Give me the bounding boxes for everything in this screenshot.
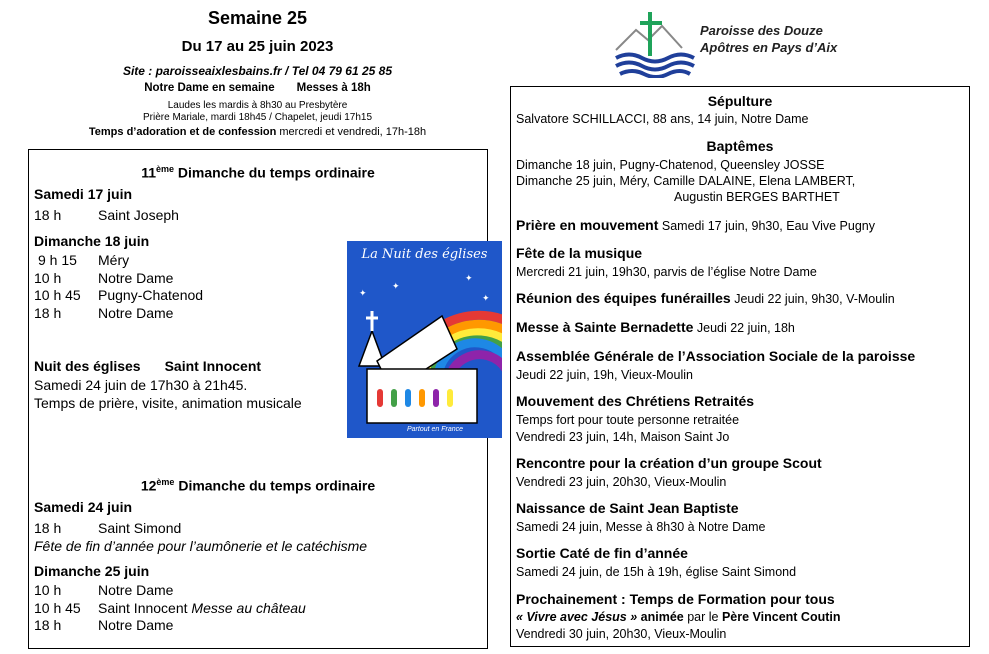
- nuit-eglises-heading: Nuit des églises Saint Innocent: [34, 358, 262, 374]
- musique-heading: Fête de la musique: [516, 245, 643, 261]
- prochainement-date: Vendredi 30 juin, 20h30, Vieux-Moulin: [516, 627, 727, 641]
- date-range: Du 17 au 25 juin 2023: [181, 38, 334, 55]
- schedule-row: 10 h 45 Pugny-Chatenod: [34, 287, 204, 303]
- mcr-text-1: Temps fort pour toute personne retraitée: [516, 413, 740, 427]
- scout-heading: Rencontre pour la création d’un groupe Scout: [516, 455, 822, 471]
- schedule-row: 18 h Notre Dame: [34, 304, 174, 321]
- weekday-mass-line: [60, 82, 455, 94]
- schedule-row: 18 h Saint Simond: [34, 520, 182, 536]
- bapteme-line: Dimanche 25 juin, Méry, Camille DALAINE, Elena LAMBERT,: [516, 174, 856, 188]
- sepulture-text: Salvatore SCHILLACCI, 88 ans, 14 juin, Notre Dame: [516, 112, 809, 126]
- ag-heading: Assemblée Générale de l’Association Sociale de la paroisse: [516, 348, 916, 364]
- mcr-text-2: Vendredi 23 juin, 14h, Maison Saint Jo: [516, 430, 730, 444]
- scout-text: Vendredi 23 juin, 20h30, Vieux-Moulin: [516, 475, 727, 489]
- mcr-heading: Mouvement des Chrétiens Retraités: [516, 393, 755, 409]
- nuit-des-eglises-poster: [347, 241, 502, 438]
- prochainement-detail: « Vivre avec Jésus » animée par le Père Vincent Coutin: [516, 610, 841, 624]
- page-title: Semaine 25: [207, 8, 308, 28]
- saturday-24-note: Fête de fin d’année pour l’aumônerie et le catéchisme: [34, 538, 368, 554]
- adoration-times: mercredi et vendredi, 17h-18h: [276, 126, 427, 138]
- adoration-line: [10, 126, 505, 138]
- sainte-bernadette: Messe à Sainte Bernadette Jeudi 22 juin, 18h: [516, 319, 795, 335]
- svg-text:✦: ✦: [465, 274, 473, 284]
- svg-text:✦: ✦: [482, 294, 490, 304]
- jean-baptiste-text: Samedi 24 juin, Messe à 8h30 à Notre Dame: [516, 520, 766, 534]
- sunday-18-list: [34, 252, 203, 322]
- svg-text:✦: ✦: [392, 282, 400, 292]
- poster-title: La Nuit des églises: [361, 247, 488, 262]
- sepulture-heading: Sépulture: [707, 93, 773, 109]
- schedule-row: 10 h 45 Saint Innocent Messe au château: [34, 599, 306, 616]
- notre-dame-weekday: Notre Dame en semaine: [144, 82, 275, 94]
- ag-text: Jeudi 22 juin, 19h, Vieux-Moulin: [516, 368, 693, 382]
- bapteme-line: Dimanche 18 juin, Pugny-Chatenod, Queensley JOSSE: [516, 158, 825, 172]
- sunday-25-list: [34, 582, 306, 635]
- parish-news-box: [510, 86, 970, 647]
- svg-text:✦: ✦: [359, 289, 367, 299]
- saturday-24-heading: Samedi 24 juin: [34, 499, 133, 515]
- saturday-17-heading: Samedi 17 juin: [34, 186, 133, 202]
- cate-heading: Sortie Caté de fin d’année: [516, 545, 688, 561]
- schedule-row: 10 h Notre Dame: [34, 269, 174, 286]
- parish-logo-text: [700, 22, 837, 56]
- laudes-line: Laudes les mardis à 8h30 au Presbytère: [167, 100, 348, 111]
- site-contact: Site : paroisseaixlesbains.fr / Tel 04 79 61 25 85: [122, 64, 393, 78]
- schedule-row: 18 h Notre Dame: [34, 617, 174, 633]
- funerailles: Réunion des équipes funérailles Jeudi 22 juin, 9h30, V-Moulin: [516, 290, 895, 306]
- baptemes-heading: Baptêmes: [706, 138, 774, 154]
- logo-line-2: Apôtres en Pays d’Aix: [700, 40, 838, 55]
- schedule-row: 9 h 15 Méry: [38, 252, 130, 268]
- priere-mouvement: Prière en mouvement Samedi 17 juin, 9h30, Eau Vive Pugny: [516, 217, 875, 233]
- sunday-18-heading: Dimanche 18 juin: [34, 233, 150, 249]
- mass-time: Messes à 18h: [296, 82, 371, 94]
- sunday-25-heading: Dimanche 25 juin: [34, 563, 150, 579]
- logo-line-1: Paroisse des Douze: [700, 23, 823, 38]
- musique-text: Mercredi 21 juin, 19h30, parvis de l’église Notre Dame: [516, 265, 817, 279]
- schedule-row: 18 h Saint Joseph: [34, 207, 179, 223]
- sunday-11-heading: 11ème Dimanche du temps ordinaire: [141, 164, 375, 181]
- adoration-label: Temps d’adoration et de confession: [88, 126, 277, 138]
- nuit-eglises-desc: Temps de prière, visite, animation musicale: [34, 395, 302, 411]
- sunday-12-heading: 12ème Dimanche du temps ordinaire: [140, 477, 376, 494]
- schedule-row: 10 h Notre Dame: [34, 582, 174, 598]
- nuit-eglises-date: Samedi 24 juin de 17h30 à 21h45.: [34, 377, 248, 393]
- poster-footer: Partout en France: [407, 426, 464, 433]
- prochainement-heading: Prochainement : Temps de Formation pour tous: [516, 591, 835, 607]
- cate-text: Samedi 24 juin, de 15h à 19h, église Saint Simond: [516, 565, 797, 579]
- prayer-line: Prière Mariale, mardi 18h45 / Chapelet, jeudi 17h15: [142, 112, 373, 123]
- church-rainbow-illustration: [347, 241, 502, 438]
- bapteme-line: Augustin BERGES BARTHET: [674, 190, 840, 204]
- jean-baptiste-heading: Naissance de Saint Jean Baptiste: [516, 500, 739, 516]
